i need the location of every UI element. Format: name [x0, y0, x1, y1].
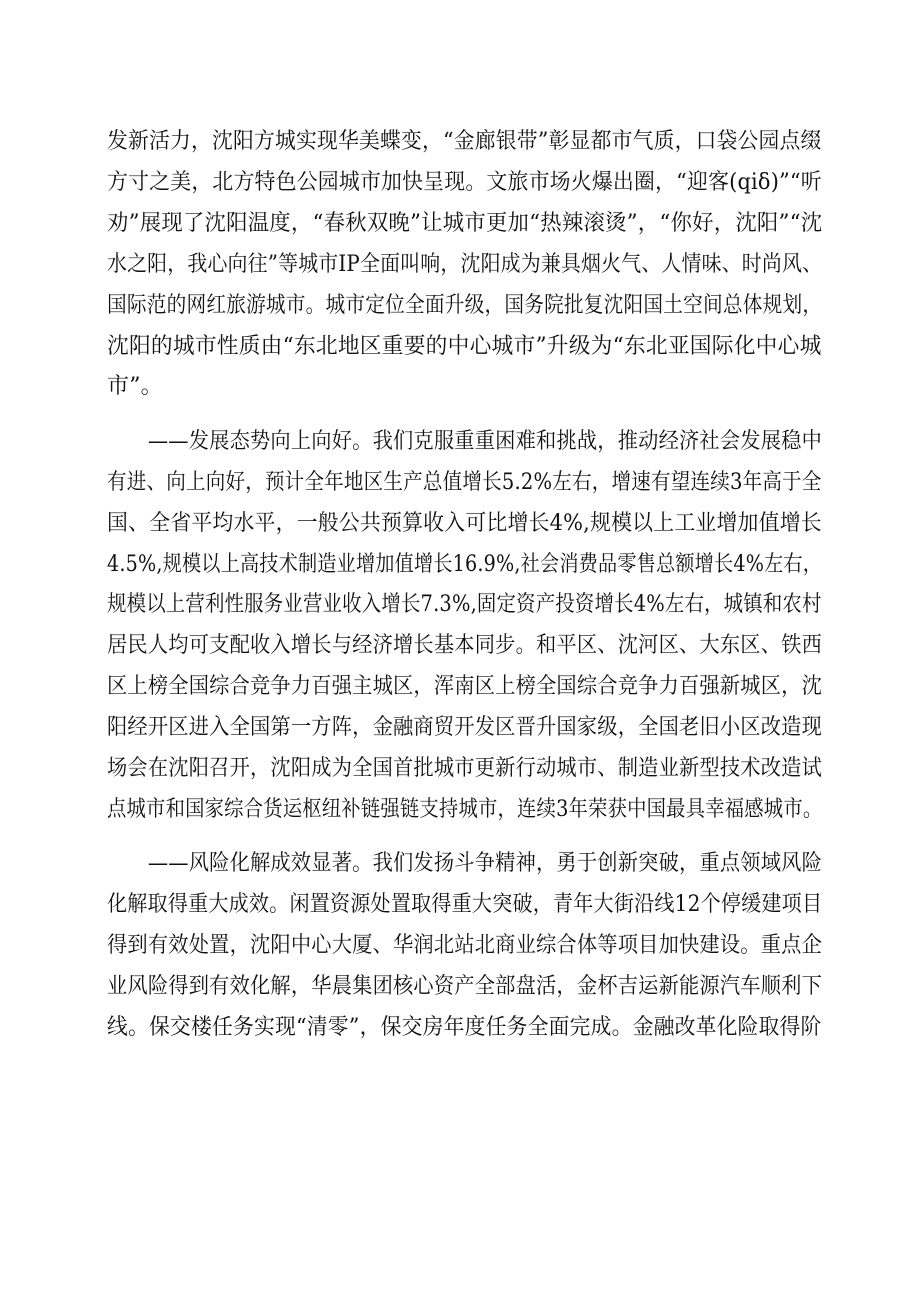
text-line: 阳经开区进入全国第一方阵，金融商贸开发区晋升国家级，全国老旧小区改造现 — [107, 715, 823, 741]
paragraph-city-image — [107, 122, 822, 408]
text-line: 国际范的网红旅游城市。城市定位全面升级，国务院批复沈阳国土空间总体规划， — [107, 292, 823, 318]
text-line: 沈阳的城市性质由“东北地区重要的中心城市”升级为“东北亚国际化中心城 — [107, 333, 822, 359]
text-line: 化解取得重大成效。闲置资源处置取得重大突破，青年大街沿线12个停缓建项目 — [107, 892, 823, 918]
text-line: 区上榜全国综合竞争力百强主城区，浑南区上榜全国综合竞争力百强新城区，沈 — [107, 674, 823, 700]
text-line: ——发展态势向上向好。我们克服重重困难和挑战，推动经济社会发展稳中 — [107, 428, 823, 454]
paragraph-risk-resolution — [107, 844, 822, 1049]
text-line: 发新活力，沈阳方城实现华美蝶变，“金廊银带”彰显都市气质，口袋公园点缀 — [107, 129, 822, 154]
text-line: 水之阳，我心向往”等城市IP全面叫响，沈阳成为兼具烟火气、人情味、时尚风、 — [107, 251, 823, 277]
text-line: 业风险得到有效化解，华晨集团核心资产全部盘活，金杯吉运新能源汽车顺利下 — [107, 974, 823, 1000]
paragraph-development-trend — [107, 422, 822, 831]
text-line: 4.5%,规模以上高技术制造业增加值增长16.9%,社会消费品零售总额增长4%左右， — [107, 551, 823, 577]
text-line: 市”。 — [107, 374, 163, 400]
text-line: 劝”展现了沈阳温度，“春秋双晚”让城市更加“热辣滚烫”，“你好，沈阳”“沈 — [107, 210, 823, 236]
text-line: 得到有效处置，沈阳中心大厦、华润北站北商业综合体等项目加快建设。重点企 — [107, 933, 823, 959]
text-line: ——风险化解成效显著。我们发扬斗争精神，勇于创新突破，重点领域风险 — [107, 851, 823, 877]
text-line: 方寸之美，北方特色公园城市加快呈现。文旅市场火爆出圈，“迎客(qiδ)”“听 — [107, 169, 822, 195]
text-line: 线。保交楼任务实现“清零”，保交房年度任务全面完成。金融改革化险取得阶 — [107, 1015, 822, 1041]
text-line: 国、全省平均水平，一般公共预算收入可比增长4%,规模以上工业增加值增长 — [107, 510, 822, 536]
text-line: 有进、向上向好，预计全年地区生产总值增长5.2%左右，增速有望连续3年高于全 — [107, 469, 822, 495]
text-line: 规模以上营利性服务业营业收入增长7.3%,固定资产投资增长4%左右，城镇和农村 — [107, 592, 822, 618]
text-line: 场会在沈阳召开，沈阳成为全国首批城市更新行动城市、制造业新型技术改造试 — [107, 756, 823, 782]
document-body — [107, 122, 822, 1062]
text-line: 点城市和国家综合货运枢纽补链强链支持城市，连续3年荣获中国最具幸福感城市。 — [107, 797, 823, 822]
text-line: 居民人均可支配收入增长与经济增长基本同步。和平区、沈河区、大东区、铁西 — [107, 633, 823, 659]
